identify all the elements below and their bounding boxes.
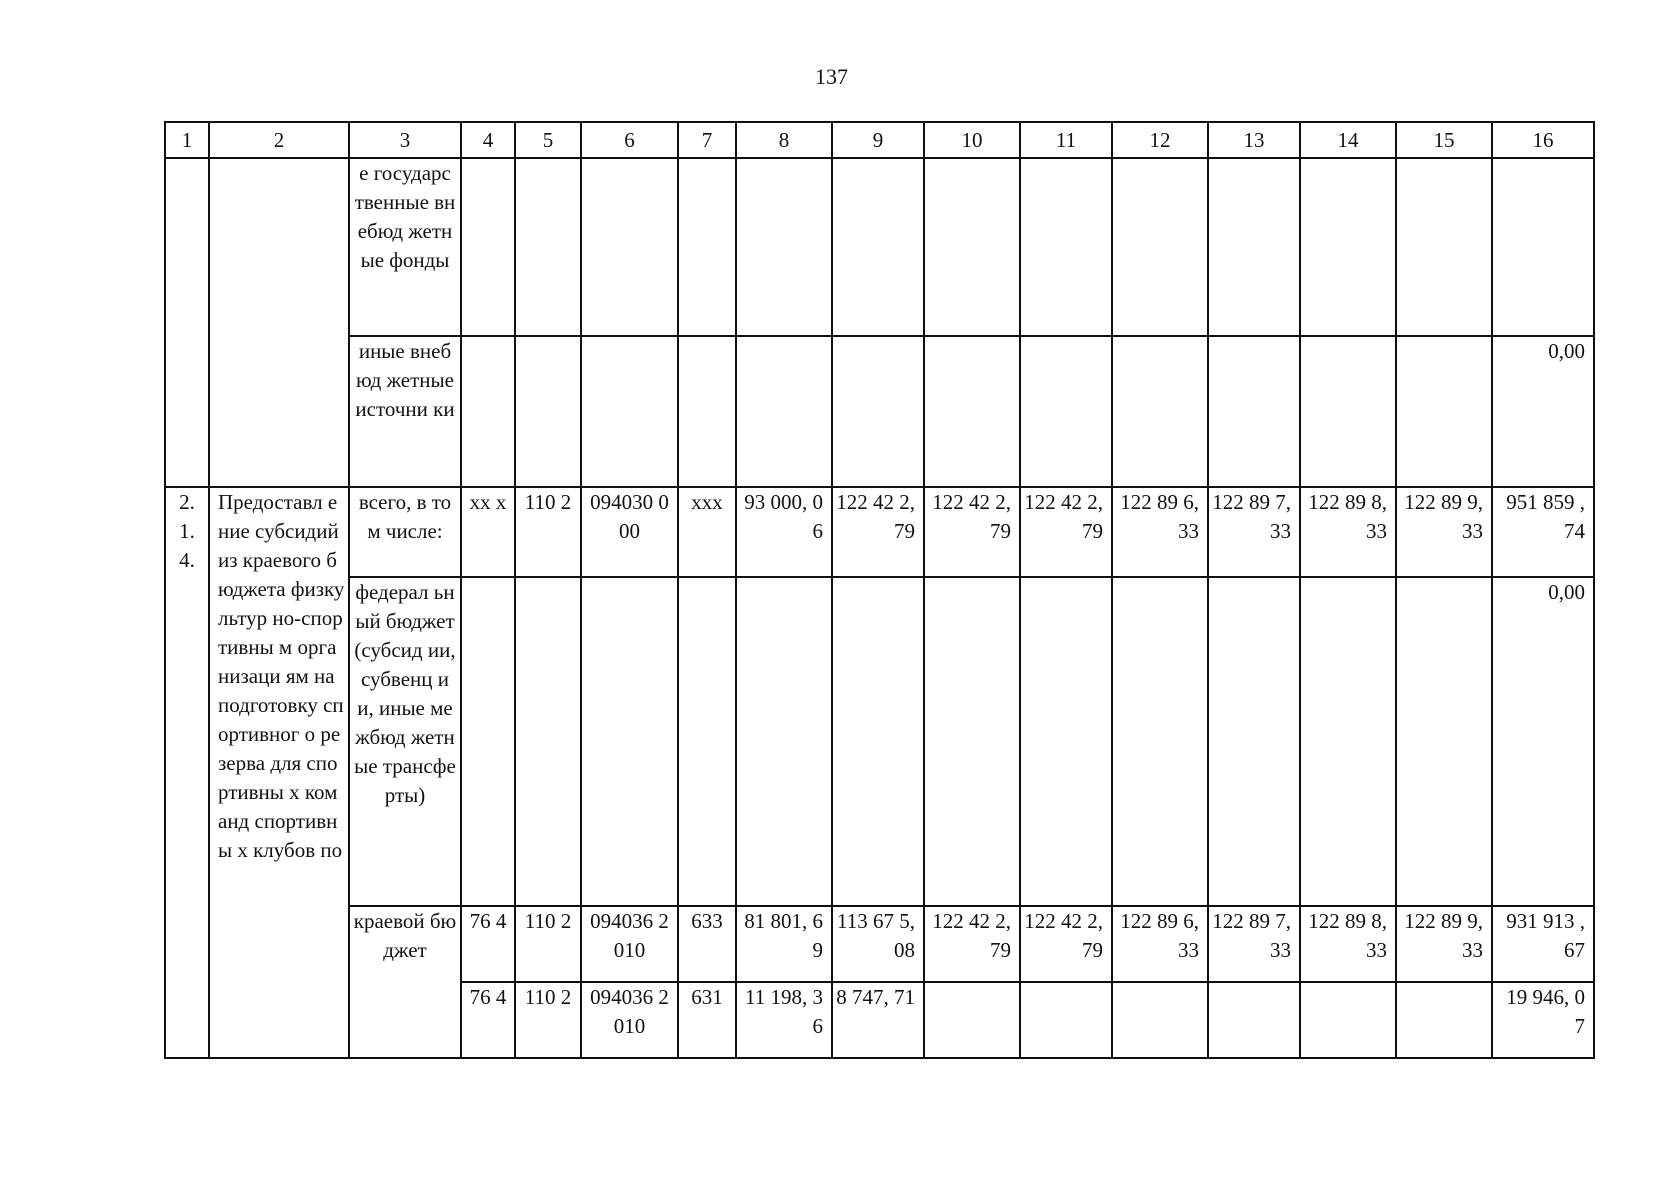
- cell: [1492, 158, 1594, 336]
- cell-number-empty: [165, 158, 209, 487]
- header-cell: 6: [581, 122, 678, 158]
- table-row-total: [165, 487, 1594, 577]
- cell: [1396, 982, 1492, 1058]
- cell: [515, 158, 581, 336]
- cell: [1112, 577, 1208, 906]
- cell: [461, 158, 515, 336]
- header-cell: 7: [678, 122, 736, 158]
- header-cell: 2: [209, 122, 349, 158]
- cell: [678, 158, 736, 336]
- header-cell: 12: [1112, 122, 1208, 158]
- cell-name-empty: [209, 158, 349, 487]
- header-cell: 3: [349, 122, 461, 158]
- cell: [461, 336, 515, 487]
- cell: [1208, 158, 1300, 336]
- cell: [1020, 577, 1112, 906]
- table-row-gov-funds: [165, 158, 1594, 336]
- cell-total: 931 913 ,67: [1492, 906, 1594, 982]
- cell: [924, 577, 1020, 906]
- cell: [581, 336, 678, 487]
- cell: [832, 336, 924, 487]
- header-cell: 9: [832, 122, 924, 158]
- table-row-other-funds: [165, 336, 1594, 487]
- header-cell: 4: [461, 122, 515, 158]
- header-cell: 13: [1208, 122, 1300, 158]
- cell: [1300, 982, 1396, 1058]
- cell: xxx: [678, 487, 736, 577]
- cell: [1112, 982, 1208, 1058]
- cell: [678, 336, 736, 487]
- cell: [581, 158, 678, 336]
- cell: [736, 336, 832, 487]
- cell-source: всего, в том числе:: [349, 487, 461, 577]
- cell: 122 42 2,79: [832, 487, 924, 577]
- cell: 633: [678, 906, 736, 982]
- cell: 76 4: [461, 982, 515, 1058]
- cell: [461, 577, 515, 906]
- cell: 094030 000: [581, 487, 678, 577]
- cell: [678, 577, 736, 906]
- cell: 110 2: [515, 487, 581, 577]
- cell: 122 42 2,79: [924, 487, 1020, 577]
- header-cell: 11: [1020, 122, 1112, 158]
- cell: 122 89 7,33: [1208, 906, 1300, 982]
- cell: 122 89 7,33: [1208, 487, 1300, 577]
- cell-item-name: Предоставл ение субсидий из краевого бюджета физкультур но-спортивны м организаци ям на подготовку спортивног о резерва для спортивны х команд спортивны х клубов по: [209, 487, 349, 1058]
- cell: [924, 982, 1020, 1058]
- cell-total: 19 946, 07: [1492, 982, 1594, 1058]
- cell-total: 951 859 ,74: [1492, 487, 1594, 577]
- cell: [1396, 577, 1492, 906]
- cell: [1020, 336, 1112, 487]
- table-row-federal: [165, 577, 1594, 906]
- cell: 122 89 6,33: [1112, 906, 1208, 982]
- cell: [515, 336, 581, 487]
- cell: 122 42 2,79: [1020, 906, 1112, 982]
- cell: 122 89 8,33: [1300, 906, 1396, 982]
- cell: [1020, 982, 1112, 1058]
- cell: 93 000, 06: [736, 487, 832, 577]
- cell: 8 747, 71: [832, 982, 924, 1058]
- cell: 110 2: [515, 906, 581, 982]
- cell: 81 801, 69: [736, 906, 832, 982]
- cell: 122 89 9,33: [1396, 906, 1492, 982]
- cell: [515, 577, 581, 906]
- cell: [1208, 982, 1300, 1058]
- budget-table: [164, 121, 1595, 1059]
- header-cell: 14: [1300, 122, 1396, 158]
- cell-total: 0,00: [1492, 336, 1594, 487]
- cell: 122 42 2,79: [1020, 487, 1112, 577]
- cell: [1396, 336, 1492, 487]
- cell: [1300, 158, 1396, 336]
- cell: [924, 336, 1020, 487]
- cell: [581, 577, 678, 906]
- header-cell: 5: [515, 122, 581, 158]
- cell: [924, 158, 1020, 336]
- cell: [1300, 577, 1396, 906]
- cell: 122 89 8,33: [1300, 487, 1396, 577]
- cell: 094036 2010: [581, 982, 678, 1058]
- table-row-regional: [165, 906, 1594, 982]
- cell-source: е государс твенные внебюд жетные фонды: [349, 158, 461, 336]
- cell: [832, 158, 924, 336]
- cell: [1112, 158, 1208, 336]
- header-cell: 1: [165, 122, 209, 158]
- cell: 122 89 9,33: [1396, 487, 1492, 577]
- cell: [1396, 158, 1492, 336]
- cell: xx x: [461, 487, 515, 577]
- cell: 631: [678, 982, 736, 1058]
- cell-item-number: 2. 1. 4.: [165, 487, 209, 1058]
- cell: [1112, 336, 1208, 487]
- cell-source: краевой бюджет: [349, 906, 461, 1058]
- cell: 11 198, 36: [736, 982, 832, 1058]
- cell-total: 0,00: [1492, 577, 1594, 906]
- cell: 122 89 6,33: [1112, 487, 1208, 577]
- header-cell: 16: [1492, 122, 1594, 158]
- page-number: 137: [815, 64, 848, 89]
- cell-source: федерал ьный бюджет (субсид ии, субвенц ии, иные межбюд жетные трансфе рты): [349, 577, 461, 906]
- cell: 122 42 2,79: [924, 906, 1020, 982]
- cell: [832, 577, 924, 906]
- cell: 76 4: [461, 906, 515, 982]
- cell: [1208, 336, 1300, 487]
- cell-source: иные внебюд жетные источни ки: [349, 336, 461, 487]
- cell: 113 67 5,08: [832, 906, 924, 982]
- cell: [1300, 336, 1396, 487]
- cell: [736, 577, 832, 906]
- cell: [1208, 577, 1300, 906]
- cell: [736, 158, 832, 336]
- header-cell: 8: [736, 122, 832, 158]
- cell: 110 2: [515, 982, 581, 1058]
- cell: [1020, 158, 1112, 336]
- header-row: [165, 122, 1594, 158]
- header-cell: 10: [924, 122, 1020, 158]
- cell: 094036 2010: [581, 906, 678, 982]
- header-cell: 15: [1396, 122, 1492, 158]
